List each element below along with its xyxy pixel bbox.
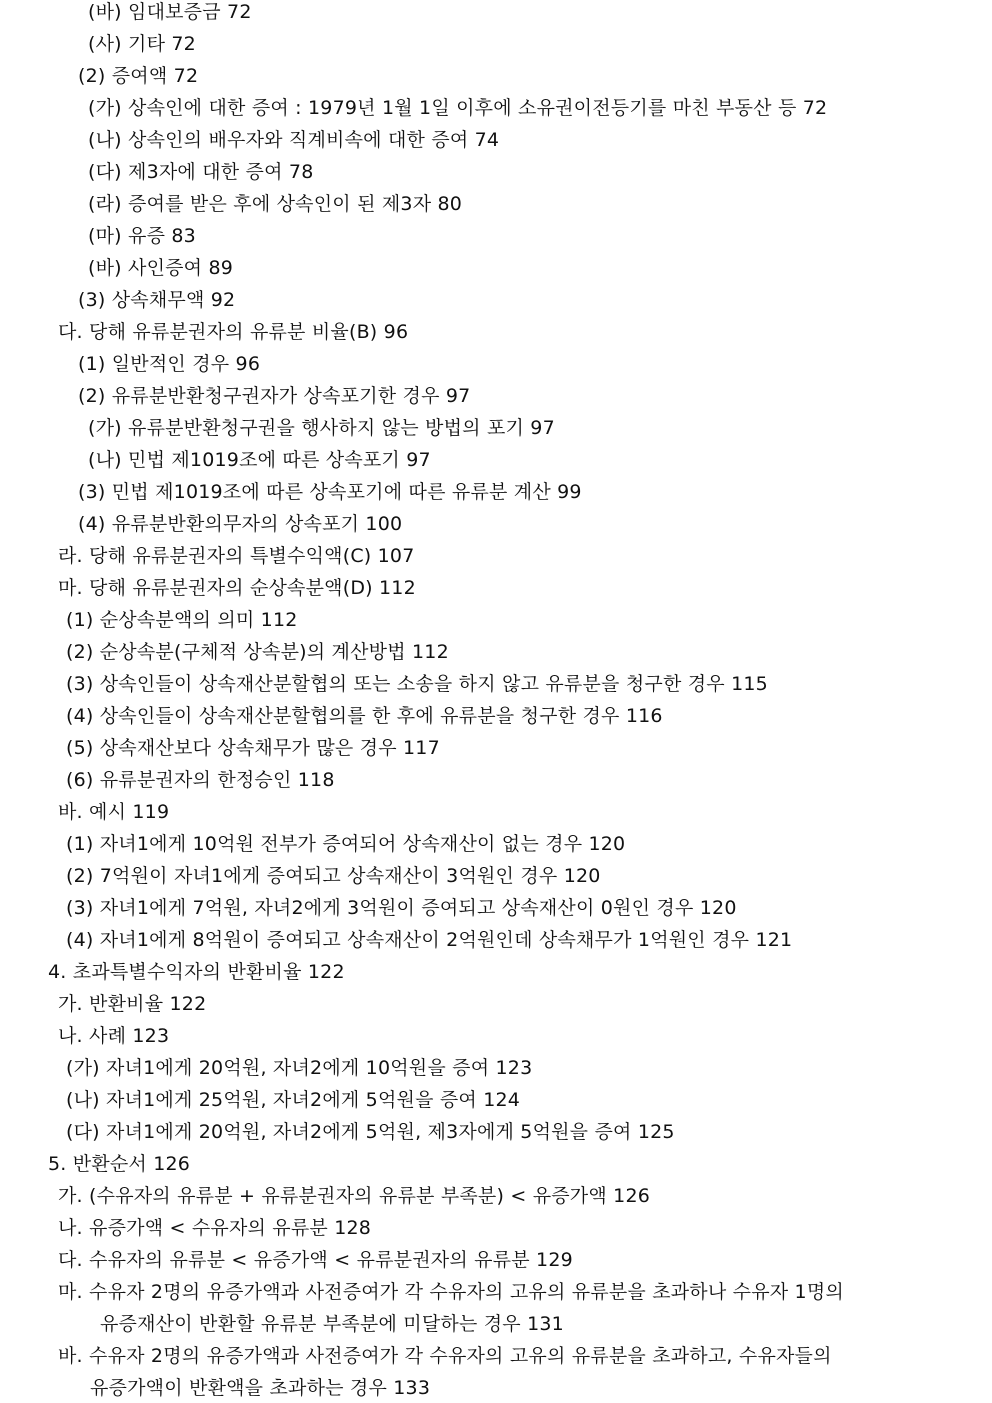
- toc-entry: (3) 자녀1에게 7억원, 자녀2에게 3억원이 증여되고 상속재산이 0원인 경우 120: [66, 897, 737, 919]
- toc-entry: 바. 예시 119: [58, 801, 170, 823]
- toc-entry: (2) 증여액 72: [78, 65, 199, 87]
- toc-entry: (가) 상속인에 대한 증여 : 1979년 1월 1일 이후에 소유권이전등기를 마친 부동산 등 72: [88, 97, 828, 119]
- toc-entry: 바. 수유자 2명의 유증가액과 사전증여가 각 수유자의 고유의 유류분을 초과하고, 수유자들의: [58, 1345, 832, 1367]
- toc-entry: 4. 초과특별수익자의 반환비율 122: [48, 961, 345, 983]
- toc-entry: (라) 증여를 받은 후에 상속인이 된 제3자 80: [88, 193, 463, 215]
- toc-entry: (가) 자녀1에게 20억원, 자녀2에게 10억원을 증여 123: [66, 1057, 533, 1079]
- toc-entry: (1) 자녀1에게 10억원 전부가 증여되어 상속재산이 없는 경우 120: [66, 833, 626, 855]
- toc-entry: 다. 당해 유류분권자의 유류분 비율(B) 96: [58, 321, 409, 343]
- toc-entry: (사) 기타 72: [88, 33, 196, 55]
- toc-entry: (1) 순상속분액의 의미 112: [66, 609, 298, 631]
- toc-entry: (4) 자녀1에게 8억원이 증여되고 상속재산이 2억원인데 상속채무가 1억원인 경우 121: [66, 929, 793, 951]
- toc-entry: (4) 유류분반환의무자의 상속포기 100: [78, 513, 403, 535]
- toc-entry: (바) 임대보증금 72: [88, 1, 252, 23]
- toc-entry: 유증재산이 반환할 유류분 부족분에 미달하는 경우 131: [100, 1313, 564, 1335]
- toc-entry: (3) 민법 제1019조에 따른 상속포기에 따른 유류분 계산 99: [78, 481, 582, 503]
- toc-entry: (바) 사인증여 89: [88, 257, 234, 279]
- toc-entry: (다) 자녀1에게 20억원, 자녀2에게 5억원, 제3자에게 5억원을 증여 125: [66, 1121, 675, 1143]
- toc-entry: 가. (수유자의 유류분 + 유류분권자의 유류분 부족분) < 유증가액 126: [58, 1185, 651, 1207]
- toc-entry: (2) 7억원이 자녀1에게 증여되고 상속재산이 3억원인 경우 120: [66, 865, 601, 887]
- toc-entry: 5. 반환순서 126: [48, 1153, 191, 1175]
- toc-entry: 라. 당해 유류분권자의 특별수익액(C) 107: [58, 545, 415, 567]
- toc-entry: (5) 상속재산보다 상속채무가 많은 경우 117: [66, 737, 440, 759]
- toc-entry: (나) 상속인의 배우자와 직계비속에 대한 증여 74: [88, 129, 500, 151]
- toc-entry: (나) 민법 제1019조에 따른 상속포기 97: [88, 449, 431, 471]
- toc-entry: 나. 사례 123: [58, 1025, 170, 1047]
- toc-entry: (3) 상속채무액 92: [78, 289, 236, 311]
- toc-entry: (6) 유류분권자의 한정승인 118: [66, 769, 335, 791]
- toc-entry: 다. 수유자의 유류분 < 유증가액 < 유류분권자의 유류분 129: [58, 1249, 573, 1271]
- toc-entry: 마. 당해 유류분권자의 순상속분액(D) 112: [58, 577, 416, 599]
- toc-entry: 유증가액이 반환액을 초과하는 경우 133: [90, 1377, 431, 1399]
- toc-entry: (4) 상속인들이 상속재산분할협의를 한 후에 유류분을 청구한 경우 116: [66, 705, 663, 727]
- toc-entry: (나) 자녀1에게 25억원, 자녀2에게 5억원을 증여 124: [66, 1089, 521, 1111]
- toc-entry: (2) 순상속분(구체적 상속분)의 계산방법 112: [66, 641, 449, 663]
- toc-entry: (1) 일반적인 경우 96: [78, 353, 261, 375]
- toc-entry: (3) 상속인들이 상속재산분할협의 또는 소송을 하지 않고 유류분을 청구한 경우 115: [66, 673, 768, 695]
- toc-entry: 가. 반환비율 122: [58, 993, 207, 1015]
- toc-entry: 마. 수유자 2명의 유증가액과 사전증여가 각 수유자의 고유의 유류분을 초과하나 수유자 1명의: [58, 1281, 844, 1303]
- toc-entry: 나. 유증가액 < 수유자의 유류분 128: [58, 1217, 372, 1239]
- toc-entry: (다) 제3자에 대한 증여 78: [88, 161, 314, 183]
- toc-entry: (가) 유류분반환청구권을 행사하지 않는 방법의 포기 97: [88, 417, 555, 439]
- toc-entry: (마) 유증 83: [88, 225, 196, 247]
- toc-entry: (2) 유류분반환청구권자가 상속포기한 경우 97: [78, 385, 471, 407]
